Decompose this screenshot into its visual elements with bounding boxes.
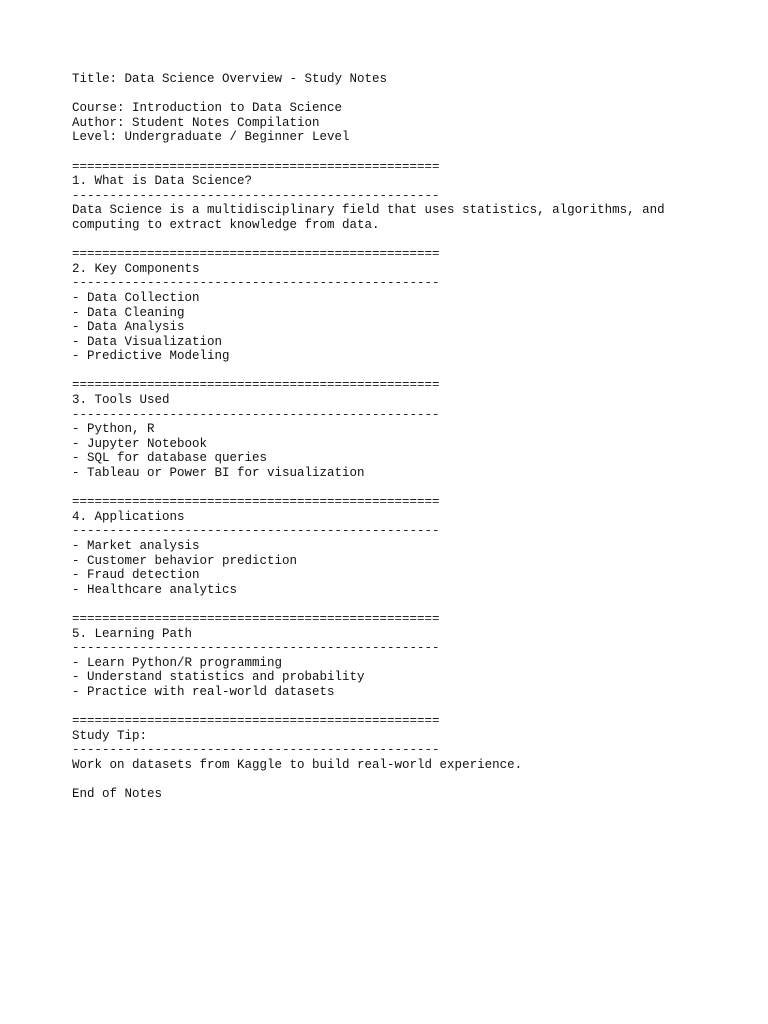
section [72,247,752,378]
single-rule-divider: ------------------------------------------------- [72,276,440,291]
double-rule-divider: ================================================= [72,611,440,626]
section-line: - Data Analysis [72,320,185,335]
single-rule-divider: ------------------------------------------------- [72,407,440,422]
section-line: - Understand statistics and probability [72,670,365,685]
spacer [72,700,752,715]
section-heading: 1. What is Data Science? [72,174,253,189]
spacer [72,364,752,379]
section [72,378,752,495]
section-line: - Customer behavior prediction [72,553,298,568]
spacer [72,145,752,160]
section-heading: 4. Applications [72,509,185,524]
double-rule-divider: ================================================= [72,159,440,174]
spacer [72,773,752,788]
section-line: - Data Visualization [72,334,223,349]
section-line: - Data Cleaning [72,305,185,320]
section-heading: 3. Tools Used [72,393,170,408]
document-page [72,72,752,802]
section-line: - Fraud detection [72,568,200,583]
single-rule-divider: ------------------------------------------------- [72,524,440,539]
double-rule-divider: ================================================= [72,714,440,729]
sections-container [72,160,752,788]
section-line: - SQL for database queries [72,451,268,466]
section-line: - Data Collection [72,290,200,305]
level-line: Level: Undergraduate / Beginner Level [72,130,350,145]
section-line: - Tableau or Power BI for visualization [72,466,365,481]
section-line: - Jupyter Notebook [72,436,208,451]
spacer [72,481,752,496]
section-line: Data Science is a multidisciplinary field that uses statistics, algorithms, and [72,203,665,218]
section-heading: 5. Learning Path [72,626,193,641]
section-line: - Healthcare analytics [72,582,238,597]
section [72,612,752,714]
double-rule-divider: ================================================= [72,247,440,262]
document-title: Title: Data Science Overview - Study Notes [72,72,388,86]
double-rule-divider: ================================================= [72,495,440,510]
section-line: - Market analysis [72,539,200,553]
section-heading: Study Tip: [72,728,148,743]
author-line: Author: Student Notes Compilation [72,115,320,130]
section-line: - Predictive Modeling [72,349,230,364]
double-rule-divider: ================================================= [72,378,440,393]
section-line: - Learn Python/R programming [72,655,283,670]
single-rule-divider: ------------------------------------------------- [72,743,440,758]
section-line: computing to extract knowledge from data. [72,217,380,232]
section-line: Work on datasets from Kaggle to build real-world experience. [72,757,523,772]
section [72,160,752,248]
end-of-notes: End of Notes [72,787,163,802]
spacer [72,87,752,102]
section-heading: 2. Key Components [72,261,200,276]
section [72,714,752,787]
spacer [72,233,752,248]
section-line: - Practice with real-world datasets [72,684,335,699]
section-line: - Python, R [72,422,155,437]
section [72,495,752,612]
single-rule-divider: ------------------------------------------------- [72,641,440,656]
course-line: Course: Introduction to Data Science [72,101,343,116]
spacer [72,597,752,612]
single-rule-divider: ------------------------------------------------- [72,188,440,203]
